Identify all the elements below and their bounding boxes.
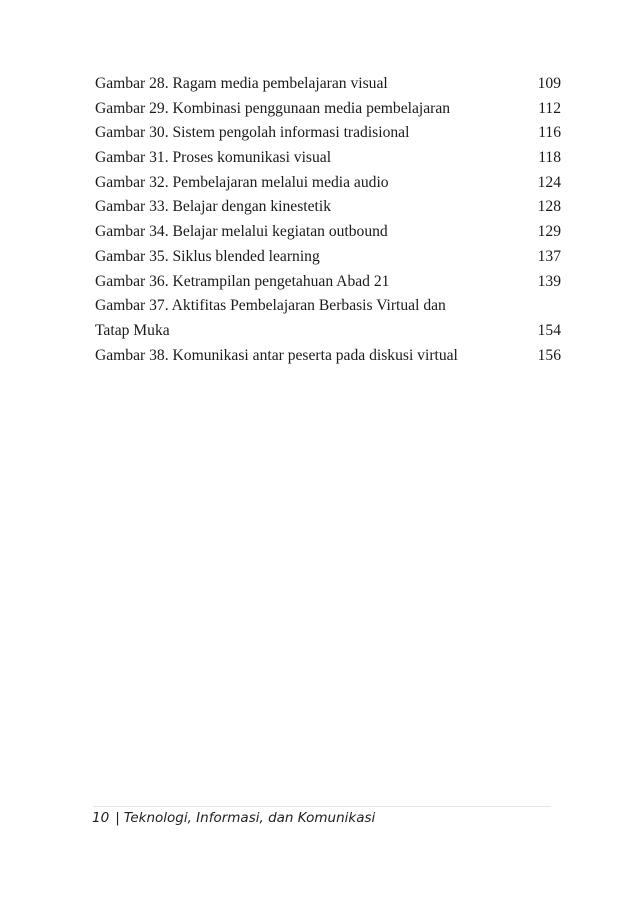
toc-entry-label: Gambar 33. Belajar dengan kinestetik [95, 198, 331, 216]
toc-entry-continuation[interactable] [95, 319, 561, 344]
toc-entry-label: Gambar 32. Pembelajaran melalui media audio [95, 173, 389, 191]
toc-entry[interactable] [95, 294, 561, 319]
toc-entry-label: Gambar 34. Belajar melalui kegiatan outbound [95, 223, 388, 241]
toc-entry-label: Gambar 38. Komunikasi antar peserta pada diskusi virtual [95, 346, 458, 364]
toc-entry-label: Gambar 36. Ketrampilan pengetahuan Abad 21 [95, 272, 390, 290]
toc-entry[interactable] [95, 72, 561, 97]
toc-entry[interactable] [95, 245, 561, 270]
list-of-figures [95, 72, 561, 368]
footer-divider [93, 806, 551, 807]
toc-entry-page: 118 [538, 149, 561, 167]
toc-entry-label: Gambar 30. Sistem pengolah informasi tradisional [95, 124, 410, 142]
toc-entry-label: Gambar 28. Ragam media pembelajaran visual [95, 75, 388, 92]
toc-entry[interactable] [95, 220, 561, 245]
footer-separator: | [115, 810, 120, 826]
toc-entry[interactable] [95, 344, 561, 369]
toc-entry-page: 154 [537, 321, 561, 339]
footer-book-title: Teknologi, Informasi, dan Komunikasi [123, 810, 376, 826]
toc-entry[interactable] [95, 146, 561, 171]
toc-entry[interactable] [95, 171, 561, 196]
toc-entry-label: Gambar 37. Aktifitas Pembelajaran Berbasis Virtual dan [95, 297, 446, 315]
toc-entry[interactable] [95, 97, 561, 122]
toc-entry-page: 137 [537, 247, 561, 265]
toc-entry-page: 139 [537, 272, 561, 290]
toc-entry-page: 109 [537, 75, 561, 92]
toc-entry[interactable] [95, 121, 561, 146]
toc-entry[interactable] [95, 195, 561, 220]
page-footer [92, 810, 375, 826]
toc-entry-page: 156 [537, 346, 561, 364]
toc-entry-page: 112 [538, 99, 561, 117]
toc-entry[interactable] [95, 270, 561, 295]
toc-entry-page: 124 [537, 173, 561, 191]
toc-entry-label: Gambar 29. Kombinasi penggunaan media pembelajaran [95, 99, 451, 117]
footer-page-number: 10 [92, 810, 110, 826]
toc-entry-page: 116 [538, 124, 561, 142]
toc-entry-page: 128 [537, 198, 561, 216]
toc-entry-page: 129 [537, 223, 561, 241]
toc-entry-label: Gambar 31. Proses komunikasi visual [95, 149, 332, 167]
toc-entry-label: Tatap Muka [95, 321, 170, 339]
toc-entry-label: Gambar 35. Siklus blended learning [95, 247, 320, 265]
